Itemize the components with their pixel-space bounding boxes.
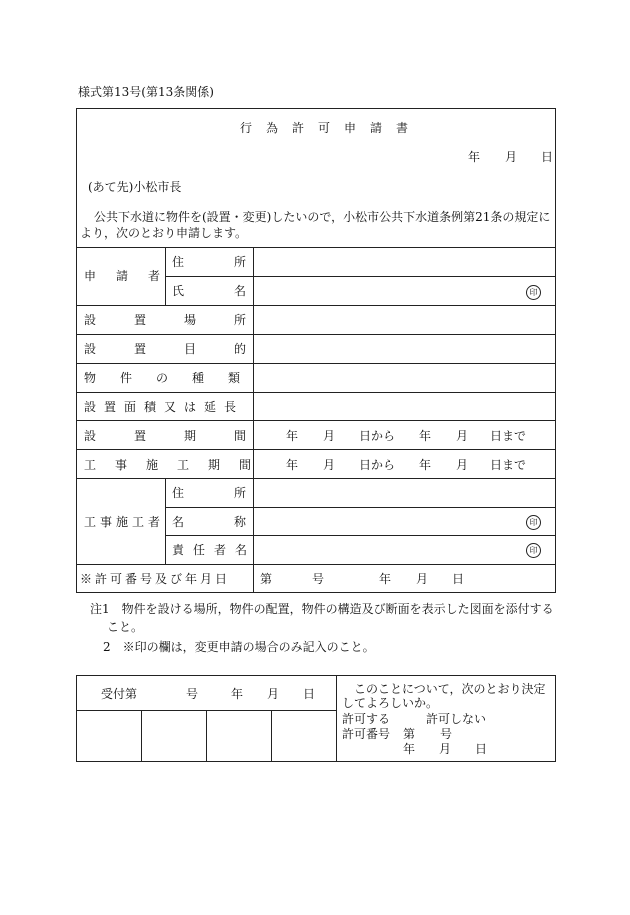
- permit-month: 月: [416, 572, 429, 586]
- note-2: 2 ※印の欄は，変更申請の場合のみ記入のこと。: [103, 640, 375, 654]
- contractor-address-label: 住所: [172, 486, 297, 500]
- reception-year: 年: [231, 687, 244, 701]
- manager-seal-icon: 印: [526, 543, 541, 558]
- permit-number-date-label: ※許可番号及び年月日: [80, 572, 231, 586]
- office-date-year: 年: [403, 742, 416, 756]
- permit-number-dai: 第: [403, 727, 416, 741]
- applicant-seal-icon: 印: [526, 285, 541, 300]
- note-1-line-2: こと。: [107, 620, 144, 634]
- permit-number-label: 許可番号: [342, 727, 391, 741]
- reception-month: 月: [267, 687, 280, 701]
- document-page: 様式第13号(第13条関係) 行為許可申請書 年 月 日 (あて先)小松市長 公共下水道に物件を(設置・変更)したいので，小松市公共下水道条例第21条の規定に より，次のとおり申請します。 申請者 住所 氏名 印 設置場所 設置目的 物件の種類 設置面積又は延長 設置期間 年 月 日から 年 月 日まで 工事施工期間 年 月 日から 年 月 日まで 工事施工者 住所 名称 印 責任者名 印 ※許可番号及び年月日 第 号 年 月 日 注1 物件を設ける場所，物件の配置，物件の構造及び断面を表示した図面を添付する こと。 2 ※印の欄は，変更申請の場合のみ記入のこと。 受付第 号 年 月 日 このことについて，次のとおり決定 してよろしいか。 許可する 許可しない 許可番号 第 号 年 月 日: [0, 0, 630, 915]
- contractor-manager-label: 責任者名: [172, 543, 257, 557]
- applicant-label: 申請者: [84, 269, 181, 283]
- permit-number-go: 号: [440, 727, 453, 741]
- address-label: 住所: [172, 255, 297, 269]
- body-line-1: 公共下水道に物件を(設置・変更)したいので，小松市公共下水道条例第21条の規定に: [94, 210, 551, 224]
- row-construction-period: 工事施工期間: [84, 458, 271, 472]
- date-day: 日: [541, 150, 554, 164]
- note-1-line-1: 注1 物件を設ける場所，物件の配置，物件の構造及び断面を表示した図面を添付する: [90, 602, 554, 616]
- addressee: (あて先)小松市長: [88, 180, 182, 194]
- decision-line-2: してよろしいか。: [342, 696, 439, 710]
- date-year: 年: [468, 150, 481, 164]
- permit-year: 年: [379, 572, 392, 586]
- permit-go: 号: [312, 572, 325, 586]
- reception-label: 受付第: [101, 687, 138, 701]
- row-installation-place: 設置場所: [84, 313, 285, 327]
- office-date-month: 月: [439, 742, 452, 756]
- row-installation-purpose: 設置目的: [84, 342, 285, 356]
- form-title: [240, 121, 423, 135]
- office-date-day: 日: [475, 742, 488, 756]
- row-item-type: 物件の種類: [84, 371, 265, 385]
- row-installation-period: 設置期間: [84, 429, 285, 443]
- contractor-seal-icon: 印: [526, 515, 541, 530]
- decision-line-1: このことについて，次のとおり決定: [354, 682, 546, 696]
- form-number: 様式第13号(第13条関係): [78, 85, 214, 99]
- permit-yes: 許可する: [342, 712, 391, 726]
- permit-dai: 第: [260, 572, 273, 586]
- contractor-label: 工事施工者: [84, 515, 165, 529]
- permit-day: 日: [452, 572, 465, 586]
- reception-go: 号: [186, 687, 199, 701]
- permit-no: 許可しない: [426, 712, 487, 726]
- body-line-2: より，次のとおり申請します。: [80, 226, 248, 240]
- contractor-name-label: 名称: [172, 515, 297, 529]
- row-area-length: 設置面積又は延長: [84, 400, 245, 414]
- name-label: 氏名: [172, 284, 297, 298]
- reception-day: 日: [303, 687, 316, 701]
- form-title-text: 行為許可申請書: [240, 121, 423, 135]
- date-month: 月: [505, 150, 518, 164]
